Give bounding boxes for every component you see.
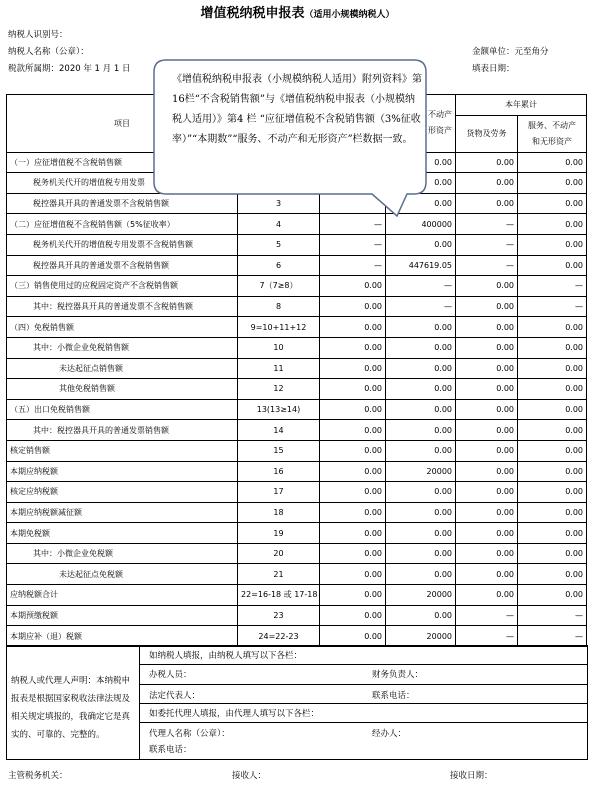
table-row <box>7 585 587 606</box>
table-row <box>7 461 587 482</box>
cell-value[interactable]: 0.00 <box>456 502 518 523</box>
row-label: 其中：小微企业免税销售额 <box>7 337 238 358</box>
agent-handler-field[interactable]: 经办人： <box>372 729 407 739</box>
cell-value[interactable]: 0.00 <box>456 585 518 606</box>
row-label: 其中：小微企业免税额 <box>7 543 238 564</box>
row-label: 其中：税控器具开具的普通发票不含税销售额 <box>7 296 238 317</box>
cell-value[interactable]: — <box>456 214 518 235</box>
col-goods-header: 货物及劳务 <box>456 115 518 152</box>
cell-value[interactable]: 0.00 <box>320 420 386 441</box>
cell-value[interactable]: 0.00 <box>518 173 587 194</box>
cell-value[interactable]: 0.00 <box>518 420 587 441</box>
row-number: 19 <box>238 523 320 544</box>
row-label: 税控器具开具的普通发票不含税销售额 <box>7 193 238 214</box>
row-number: 16 <box>238 461 320 482</box>
col-item-header: 项目 <box>7 95 238 153</box>
row-number: 5 <box>238 234 320 255</box>
row-label: 本期预缴税额 <box>7 605 238 626</box>
row-number: 8 <box>238 296 320 317</box>
row-label: 税务机关代开的增值税专用发票不含税销售额 <box>7 234 238 255</box>
table-row <box>7 255 587 276</box>
cell-value[interactable]: — <box>386 296 456 317</box>
cell-value[interactable]: 0.00 <box>518 585 587 606</box>
cell-value[interactable]: 0.00 <box>456 461 518 482</box>
cell-value[interactable]: 0.00 <box>456 317 518 338</box>
agent-fill-note: 如委托代理人填报，由代理人填写以下各栏： <box>149 709 320 719</box>
row-number: 6 <box>238 255 320 276</box>
cell-value[interactable]: 20000 <box>386 461 456 482</box>
row-number: 10 <box>238 337 320 358</box>
form-title <box>0 2 595 21</box>
row-number: 22=16-18 或 17-18 <box>238 585 320 606</box>
legal-rep-field[interactable]: 法定代表人： <box>149 691 201 701</box>
handler-field[interactable]: 办税人员： <box>149 670 192 680</box>
row-label: 税务机关代开的增值税专用发票 <box>7 173 238 194</box>
cell-value[interactable]: 0.00 <box>386 379 456 400</box>
table-row <box>7 358 587 379</box>
finance-field[interactable]: 财务负责人： <box>372 670 424 680</box>
agent-name-field[interactable]: 代理人名称（公章）： <box>149 729 230 739</box>
table-row <box>7 605 587 626</box>
cell-value[interactable]: 0.00 <box>518 152 587 173</box>
taxpayer-id-label: 纳税人识别号： <box>8 30 68 40</box>
row-number: 3 <box>238 193 320 214</box>
cell-value[interactable]: 0.00 <box>518 399 587 420</box>
cell-value[interactable]: — <box>518 296 587 317</box>
table-row <box>7 440 587 461</box>
cell-value[interactable]: 0.00 <box>518 564 587 585</box>
cell-value[interactable]: — <box>320 234 386 255</box>
cell-value[interactable]: 0.00 <box>518 440 587 461</box>
table-row <box>7 502 587 523</box>
cell-value[interactable]: 0.00 <box>320 523 386 544</box>
cell-value[interactable]: 0.00 <box>320 358 386 379</box>
row-label: 税控器具开具的普通发票不含税销售额 <box>7 255 238 276</box>
fill-date-label: 填表日期： <box>472 64 515 74</box>
cell-value[interactable]: 0.00 <box>518 502 587 523</box>
cell-value[interactable]: 0.00 <box>386 173 456 194</box>
cell-value[interactable]: — <box>456 255 518 276</box>
cell-value[interactable]: 0.00 <box>320 440 386 461</box>
row-number: 21 <box>238 564 320 585</box>
cell-value[interactable]: 0.00 <box>456 420 518 441</box>
cell-value[interactable]: — <box>386 276 456 297</box>
row-label: 核定销售额 <box>7 440 238 461</box>
cell-value[interactable]: 0.00 <box>456 152 518 173</box>
cell-value[interactable]: 0.00 <box>386 234 456 255</box>
cell-value[interactable]: 0.00 <box>386 317 456 338</box>
cell-value[interactable]: 0.00 <box>386 482 456 503</box>
cell-value[interactable]: 0.00 <box>320 317 386 338</box>
declaration-box <box>6 645 588 760</box>
declaration-left <box>7 646 140 759</box>
table-row <box>7 379 587 400</box>
table-row <box>7 234 587 255</box>
cell-value[interactable]: 0.00 <box>320 379 386 400</box>
cell-value[interactable]: 0.00 <box>320 276 386 297</box>
row-number: 11 <box>238 358 320 379</box>
row-number: 9=10+11+12 <box>238 317 320 338</box>
cell-value[interactable]: 0.00 <box>518 379 587 400</box>
cell-value[interactable]: 0.00 <box>386 399 456 420</box>
cell-value[interactable]: 0.00 <box>320 605 386 626</box>
cell-value[interactable]: 0.00 <box>518 543 587 564</box>
row-label: （一）应征增值税不含税销售额 <box>7 152 238 173</box>
cell-value[interactable]: 0.00 <box>320 543 386 564</box>
form-title-main: 增值税纳税申报表 <box>200 6 305 21</box>
cell-value[interactable]: 0.00 <box>386 420 456 441</box>
row-label: 未达起征点免税额 <box>7 564 238 585</box>
receive-date-label: 接收日期： <box>450 771 493 781</box>
cell-value[interactable]: 0.00 <box>456 440 518 461</box>
cell-value[interactable]: 0.00 <box>456 193 518 214</box>
row-label: （三）销售使用过的应税固定资产不含税销售额 <box>7 276 238 297</box>
row-label: 未达起征点销售额 <box>7 358 238 379</box>
cell-value[interactable]: 0.00 <box>386 564 456 585</box>
table-row <box>7 523 587 544</box>
row-number: 13(13≥14) <box>238 399 320 420</box>
cell-value[interactable]: — <box>456 234 518 255</box>
phone-field[interactable]: 联系电话： <box>372 691 415 701</box>
row-number: 23 <box>238 605 320 626</box>
taxpayer-fill-note: 如纳税人填报，由纳税人填写以下各栏： <box>149 651 303 661</box>
cell-value[interactable]: 0.00 <box>456 564 518 585</box>
cell-value[interactable]: 0.00 <box>518 461 587 482</box>
cell-value[interactable]: 0.00 <box>320 502 386 523</box>
cell-value[interactable]: 0.00 <box>386 337 456 358</box>
cell-value[interactable]: 0.00 <box>518 358 587 379</box>
divider <box>140 664 587 665</box>
tax-period-label: 税款所属期：2020 年 1 月 1 日 <box>8 64 131 74</box>
cell-value[interactable]: 0.00 <box>456 358 518 379</box>
row-number: 17 <box>238 482 320 503</box>
callout-text: 《增值税纳税申报表（小规模纳税人适用）附列资料》第16栏“不含税销售额”与《增值税纳税申报表（小规模纳税人适用）》第4 栏 “应征增值税不含税销售额（3%征收率）”“本期数”“服务、不动产和无形资产”栏数据一致。 <box>172 74 422 145</box>
table-row <box>7 482 587 503</box>
cell-value[interactable]: — <box>320 214 386 235</box>
row-number: 24=22-23 <box>238 626 320 647</box>
callout-bubble <box>152 58 428 208</box>
row-label: 其他免税销售额 <box>7 379 238 400</box>
table-row <box>7 399 587 420</box>
cell-value[interactable]: 0.00 <box>456 276 518 297</box>
cell-value[interactable]: 0.00 <box>518 255 587 276</box>
cell-value[interactable]: 0.00 <box>320 337 386 358</box>
row-number: 20 <box>238 543 320 564</box>
table-row <box>7 564 587 585</box>
cell-value[interactable]: 0.00 <box>386 193 456 214</box>
cell-value[interactable]: 0.00 <box>320 585 386 606</box>
row-label: 核定应纳税额 <box>7 482 238 503</box>
row-number: 18 <box>238 502 320 523</box>
year-total-header: 本年累计 <box>456 95 587 116</box>
cell-value[interactable]: 20000 <box>386 626 456 647</box>
table-row <box>7 337 587 358</box>
row-label: （二）应征增值税不含税销售额（5%征收率） <box>7 214 238 235</box>
row-label: （四）免税销售额 <box>7 317 238 338</box>
row-number: 7（7≥8） <box>238 276 320 297</box>
cell-value[interactable]: 0.00 <box>456 482 518 503</box>
cell-value[interactable]: 0.00 <box>518 317 587 338</box>
cell-value[interactable]: 0.00 <box>456 379 518 400</box>
cell-value[interactable]: 0.00 <box>456 399 518 420</box>
cell-value[interactable]: 0.00 <box>386 543 456 564</box>
cell-value[interactable]: 0.00 <box>320 626 386 647</box>
row-number: 14 <box>238 420 320 441</box>
agent-phone-field[interactable]: 联系电话： <box>149 745 192 755</box>
cell-value[interactable]: — <box>518 626 587 647</box>
cell-value[interactable]: 0.00 <box>456 337 518 358</box>
cell-value[interactable]: 0.00 <box>320 399 386 420</box>
cell-value[interactable]: — <box>518 605 587 626</box>
cell-value[interactable]: 0.00 <box>386 523 456 544</box>
cell-value[interactable]: 0.00 <box>386 605 456 626</box>
table-row <box>7 420 587 441</box>
cell-value[interactable]: 0.00 <box>518 214 587 235</box>
cell-value[interactable]: 0.00 <box>320 461 386 482</box>
divider <box>140 703 587 704</box>
divider <box>140 684 587 685</box>
cell-value[interactable]: 447619.05 <box>386 255 456 276</box>
table-row <box>7 296 587 317</box>
cell-value[interactable]: — <box>456 626 518 647</box>
table-row <box>7 543 587 564</box>
cell-value[interactable]: — <box>320 255 386 276</box>
row-label: 应纳税额合计 <box>7 585 238 606</box>
cell-value[interactable]: — <box>456 605 518 626</box>
cell-value[interactable]: 0.00 <box>320 482 386 503</box>
cell-value[interactable]: 0.00 <box>456 543 518 564</box>
form-title-sub: （适用小规模纳税人） <box>304 10 395 20</box>
row-label: 本期应纳税额 <box>7 461 238 482</box>
divider <box>140 722 587 723</box>
col-prop-header-2: 形资产 <box>428 126 452 136</box>
cell-value[interactable]: 0.00 <box>518 193 587 214</box>
col-service-header-1: 服务、不动产 <box>528 120 576 130</box>
row-label: 本期免税额 <box>7 523 238 544</box>
cell-value[interactable]: 0.00 <box>386 152 456 173</box>
taxpayer-name-label: 纳税人名称（公章）： <box>8 47 89 57</box>
receiver-label: 接收人： <box>232 771 267 781</box>
row-label: 本期应纳税额减征额 <box>7 502 238 523</box>
table-row <box>7 317 587 338</box>
cell-value[interactable]: 0.00 <box>386 502 456 523</box>
table-row <box>7 626 587 647</box>
row-number: 15 <box>238 440 320 461</box>
col-service-header <box>518 115 587 152</box>
cell-value[interactable]: 0.00 <box>456 173 518 194</box>
cell-value[interactable]: 0.00 <box>518 523 587 544</box>
cell-value[interactable]: 0.00 <box>456 523 518 544</box>
cell-value[interactable]: 400000 <box>386 214 456 235</box>
cell-value[interactable]: 0.00 <box>320 296 386 317</box>
cell-value[interactable]: 0.00 <box>386 440 456 461</box>
tax-authority-label: 主管税务机关： <box>8 771 68 781</box>
col-prop-header-1: 不动产 <box>428 110 452 120</box>
cell-value[interactable]: 20000 <box>386 585 456 606</box>
amount-unit-label: 金额单位：元至角分 <box>472 47 549 57</box>
row-label: 本期应补（退）税额 <box>7 626 238 647</box>
row-label: 其中：税控器具开具的普通发票销售额 <box>7 420 238 441</box>
row-number: 4 <box>238 214 320 235</box>
cell-value[interactable]: — <box>518 276 587 297</box>
declaration-text: 纳税人或代理人声明：本纳税申报表是根据国家税收法律法规及相关规定填报的，我确定它是真实的、可靠的、完整的。 <box>11 676 131 740</box>
cell-value[interactable]: 0.00 <box>518 482 587 503</box>
cell-value[interactable]: 0.00 <box>456 296 518 317</box>
table-row <box>7 276 587 297</box>
row-number: 12 <box>238 379 320 400</box>
col-service-header-2: 和无形资产 <box>532 136 572 146</box>
cell-value[interactable]: 0.00 <box>518 337 587 358</box>
cell-value[interactable]: 0.00 <box>386 358 456 379</box>
cell-value[interactable]: 0.00 <box>320 564 386 585</box>
row-label: （五）出口免税销售额 <box>7 399 238 420</box>
cell-value[interactable]: 0.00 <box>518 234 587 255</box>
